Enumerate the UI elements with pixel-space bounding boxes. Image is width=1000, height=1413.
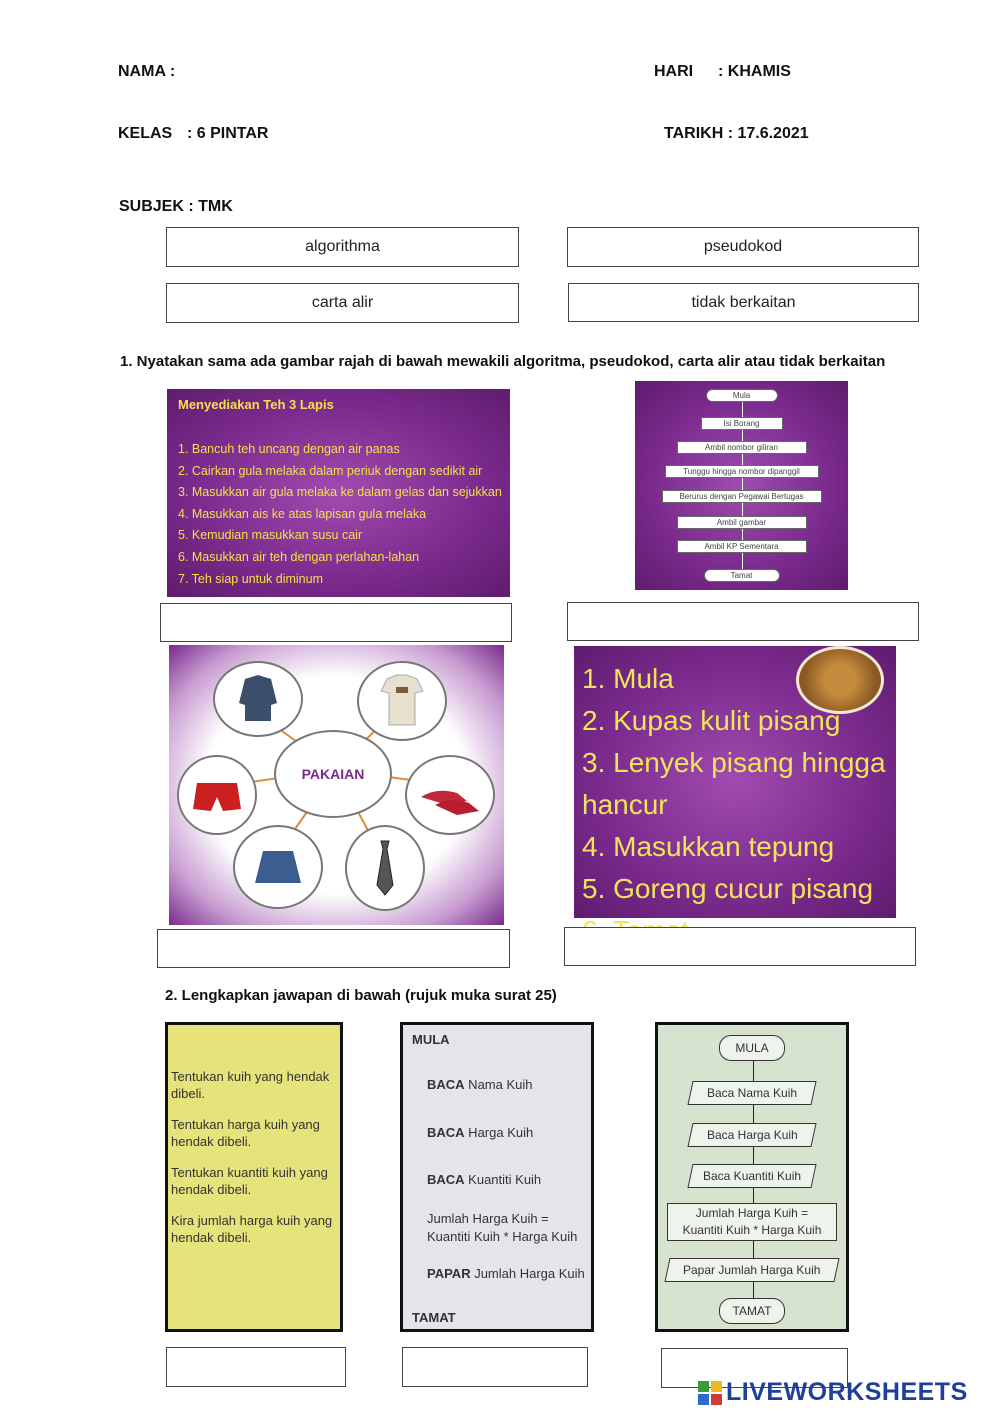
flow-start: Mula <box>706 389 778 402</box>
liveworksheets-icon <box>697 1380 723 1406</box>
teh-step: 4. Masukkan ais ke atas lapisan gula melaka <box>178 506 427 521</box>
flow2-end: TAMAT <box>719 1298 785 1324</box>
skirt-icon <box>233 825 323 909</box>
pseudo-start: MULA <box>412 1032 450 1047</box>
jacket-icon <box>213 661 303 737</box>
pisang-step: 1. Mula <box>582 663 674 694</box>
pakaian-label: PAKAIAN <box>301 766 365 782</box>
card-flowchart-kuih <box>655 1022 849 1332</box>
liveworksheets-text: LIVEWORKSHEETS <box>726 1378 968 1406</box>
card-pisang <box>574 646 896 918</box>
option-algorithma[interactable]: algorithma <box>166 227 519 267</box>
pseudo-line-1: BACA Nama Kuih <box>427 1077 533 1092</box>
answer-box-4[interactable] <box>564 927 916 966</box>
tshirt-icon <box>357 661 447 741</box>
teh-step: 6. Masukkan air teh dengan perlahan-lahan <box>178 549 420 564</box>
kelas-value: : 6 PINTAR <box>187 125 269 142</box>
answer-box-2[interactable] <box>567 602 919 641</box>
card-pseudocode <box>400 1022 594 1332</box>
flow-step: Ambil gambar <box>677 516 807 529</box>
kelas-label: KELAS <box>118 125 173 142</box>
tie-icon <box>345 825 425 911</box>
answer-box-5[interactable] <box>166 1347 346 1387</box>
card-pakaian <box>169 645 504 925</box>
flow-step: Berurus dengan Pegawai Bertugas <box>662 490 822 503</box>
shoes-icon <box>405 755 495 835</box>
option-tidak-berkaitan[interactable]: tidak berkaitan <box>568 283 919 322</box>
pisang-step: 5. Goreng cucur pisang <box>582 873 874 904</box>
card-teh-steps <box>178 439 502 590</box>
pisang-step: 3. Lenyek pisang hingga hancur <box>582 747 886 820</box>
flow2-process: Jumlah Harga Kuih = Kuantiti Kuih * Harga Kuih <box>667 1203 837 1241</box>
option-pseudokod[interactable]: pseudokod <box>567 227 919 267</box>
answer-box-1[interactable] <box>160 603 512 642</box>
pseudo-formula-2: Kuantiti Kuih * Harga Kuih <box>427 1229 578 1244</box>
teh-step: 5. Kemudian masukkan susu cair <box>178 528 363 543</box>
liveworksheets-logo <box>697 1378 968 1407</box>
flow-step: Ambil nombor giliran <box>677 441 807 454</box>
question-1: 1. Nyatakan sama ada gambar rajah di bawah mewakili algoritma, pseudokod, carta alir atau tidak berkaitan <box>120 353 886 370</box>
shorts-icon <box>177 755 257 835</box>
subjek: SUBJEK : TMK <box>119 198 233 215</box>
tarikh: TARIKH : 17.6.2021 <box>664 125 809 142</box>
flow-step: Tunggu hingga nombor dipanggil <box>665 465 819 478</box>
flow-end: Tamat <box>704 569 780 582</box>
pseudo-end: TAMAT <box>412 1310 456 1325</box>
teh-step: 2. Cairkan gula melaka dalam periuk dengan sedikit air <box>178 463 483 478</box>
teh-step: 3. Masukkan air gula melaka ke dalam gelas dan sejukkan <box>178 485 502 500</box>
yellow-items <box>171 1068 339 1246</box>
pseudo-papar: PAPAR Jumlah Harga Kuih <box>427 1266 585 1281</box>
flow2-io-nama: Baca Nama Kuih <box>687 1081 816 1105</box>
flow2-io-harga: Baca Harga Kuih <box>687 1123 816 1147</box>
pakaian-center <box>274 730 392 818</box>
option-carta-alir[interactable]: carta alir <box>166 283 519 323</box>
pseudo-line-3: BACA Kuantiti Kuih <box>427 1172 542 1187</box>
pisang-steps <box>582 658 896 952</box>
question-2: 2. Lengkapkan jawapan di bawah (rujuk muka surat 25) <box>165 987 557 1004</box>
hari-label: HARI <box>654 63 694 80</box>
nama-label: NAMA : <box>118 63 176 80</box>
card-teh-algorithm <box>167 389 510 597</box>
flow-step: Isi Borang <box>701 417 783 430</box>
card-yellow-algorithm <box>165 1022 343 1332</box>
pseudo-formula-1: Jumlah Harga Kuih = <box>427 1211 549 1226</box>
answer-box-6[interactable] <box>402 1347 588 1387</box>
answer-box-3[interactable] <box>157 929 510 968</box>
yellow-item: Tentukan kuih yang hendak dibeli. <box>171 1069 330 1101</box>
pisang-step: 4. Masukkan tepung <box>582 831 835 862</box>
yellow-item: Kira jumlah harga kuih yang hendak dibeli. <box>171 1213 333 1245</box>
hari-value: : KHAMIS <box>718 63 791 80</box>
pseudo-line-2: BACA Harga Kuih <box>427 1125 534 1140</box>
teh-step: 7. Teh siap untuk diminum <box>178 571 323 586</box>
yellow-item: Tentukan kuantiti kuih yang hendak dibeli. <box>171 1165 328 1197</box>
card-flowchart <box>635 381 848 590</box>
flow2-start: MULA <box>719 1035 785 1061</box>
yellow-item: Tentukan harga kuih yang hendak dibeli. <box>171 1117 320 1149</box>
card-teh-title: Menyediakan Teh 3 Lapis <box>178 397 334 412</box>
flow2-io-kuantiti: Baca Kuantiti Kuih <box>687 1164 816 1188</box>
teh-step: 1. Bancuh teh uncang dengan air panas <box>178 442 400 456</box>
flow2-io-papar: Papar Jumlah Harga Kuih <box>664 1258 839 1282</box>
pisang-step: 2. Kupas kulit pisang <box>582 705 841 736</box>
flow-step: Ambil KP Sementara <box>677 540 807 553</box>
